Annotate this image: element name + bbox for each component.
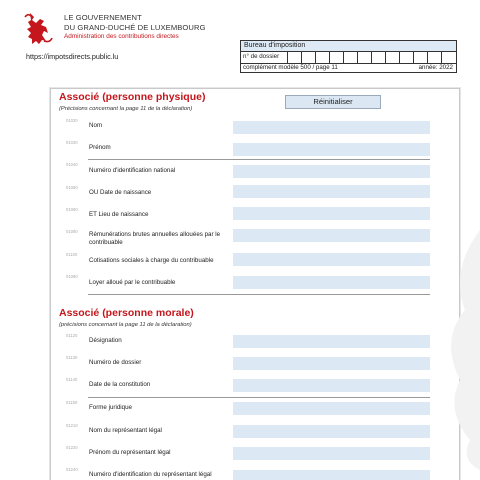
field-code: 01030: [66, 140, 78, 145]
field-label: OU Date de naissance: [89, 189, 152, 196]
reset-button[interactable]: Réinitialiser: [285, 95, 381, 109]
government-title: [64, 13, 240, 42]
dossier-box[interactable]: [441, 52, 456, 63]
field-code: 01210: [66, 423, 78, 428]
dossier-box[interactable]: [371, 52, 385, 63]
field-label: Nom du représentant légal: [89, 427, 162, 434]
section-morale-subtitle: (précisions concernant la page 11 de la déclaration): [59, 322, 192, 328]
field-code: 01090: [66, 229, 78, 234]
constitution-date-input[interactable]: [233, 379, 430, 392]
field-code: 01150: [66, 400, 78, 405]
loyer-input[interactable]: [233, 276, 430, 289]
section-physique-subtitle: (Précisions concernant la page 11 de la déclaration): [59, 106, 193, 112]
dossier-box[interactable]: [287, 52, 301, 63]
dossier-box[interactable]: [301, 52, 315, 63]
gov-line-3: Administration des contributions directes: [64, 33, 179, 41]
complement-row: [240, 63, 457, 73]
representant-id-input[interactable]: [233, 470, 430, 480]
dossier-row: [240, 52, 457, 63]
field-code: 01020: [66, 118, 78, 123]
dossier-label: n° de dossier: [243, 53, 280, 60]
field-label: Rémunérations brutes annuelles allouées par le contribuable: [89, 231, 221, 246]
field-label: Date de la constitution: [89, 381, 151, 388]
dossier-box[interactable]: [343, 52, 357, 63]
field-label: Prénom: [89, 144, 111, 151]
field-label: Numéro d'identification national: [89, 167, 176, 174]
field-label: Numéro d'identification du représentant légal: [89, 471, 212, 478]
field-label: Cotisations sociales à charge du contribuable: [89, 257, 214, 264]
designation-input[interactable]: [233, 335, 430, 348]
dossier-box[interactable]: [413, 52, 427, 63]
representant-nom-input[interactable]: [233, 425, 430, 438]
bureau-title: Bureau d'imposition: [240, 40, 457, 52]
dossier-box[interactable]: [329, 52, 343, 63]
field-code: 01120: [66, 333, 78, 338]
field-label: Forme juridique: [89, 404, 132, 411]
row-divider: [88, 397, 430, 398]
remuneration-input[interactable]: [233, 229, 430, 242]
gov-line-1: LE GOUVERNEMENT: [64, 13, 142, 22]
dossier-box[interactable]: [399, 52, 413, 63]
section-morale-title: Associé (personne morale): [59, 307, 194, 319]
matricule-input[interactable]: [233, 165, 430, 178]
representant-prenom-input[interactable]: [233, 447, 430, 460]
cotisations-input[interactable]: [233, 253, 430, 266]
birth-date-input[interactable]: [233, 185, 430, 198]
field-code: 01100: [66, 252, 78, 257]
forme-juridique-input[interactable]: [233, 402, 430, 415]
numero-dossier-input[interactable]: [233, 357, 430, 370]
birth-place-input[interactable]: [233, 207, 430, 220]
prenom-input[interactable]: [233, 143, 430, 156]
site-url-link[interactable]: https://impotsdirects.public.lu: [26, 52, 119, 61]
field-code: 01240: [66, 467, 78, 472]
field-label: ET Lieu de naissance: [89, 211, 149, 218]
red-lion-icon: [22, 11, 56, 49]
field-code: 01220: [66, 445, 78, 450]
field-code: 01140: [66, 377, 78, 382]
annee-text: année: 2022: [418, 64, 453, 71]
dossier-box[interactable]: [357, 52, 371, 63]
field-code: 01060: [66, 207, 78, 212]
field-label: Prénom du représentant légal: [89, 449, 171, 456]
dossier-box[interactable]: [315, 52, 329, 63]
field-label: Loyer alloué par le contribuable: [89, 279, 176, 286]
field-code: 01040: [66, 162, 78, 167]
section-physique-title: Associé (personne physique): [59, 91, 206, 103]
field-code: 01080: [66, 274, 78, 279]
section-divider: [88, 294, 430, 295]
field-label: Nom: [89, 122, 103, 129]
nom-input[interactable]: [233, 121, 430, 134]
field-code: 01050: [66, 185, 78, 190]
gov-line-2: DU GRAND-DUCHÉ DE LUXEMBOURG: [64, 22, 206, 32]
field-label: Numéro de dossier: [89, 359, 142, 366]
complement-text: complément modèle 500 / page 11: [243, 64, 338, 71]
field-code: 01130: [66, 355, 78, 360]
row-divider: [88, 159, 430, 160]
dossier-box[interactable]: [427, 52, 441, 63]
bureau-block: [240, 40, 457, 73]
dossier-box[interactable]: [385, 52, 399, 63]
field-label: Désignation: [89, 337, 122, 344]
